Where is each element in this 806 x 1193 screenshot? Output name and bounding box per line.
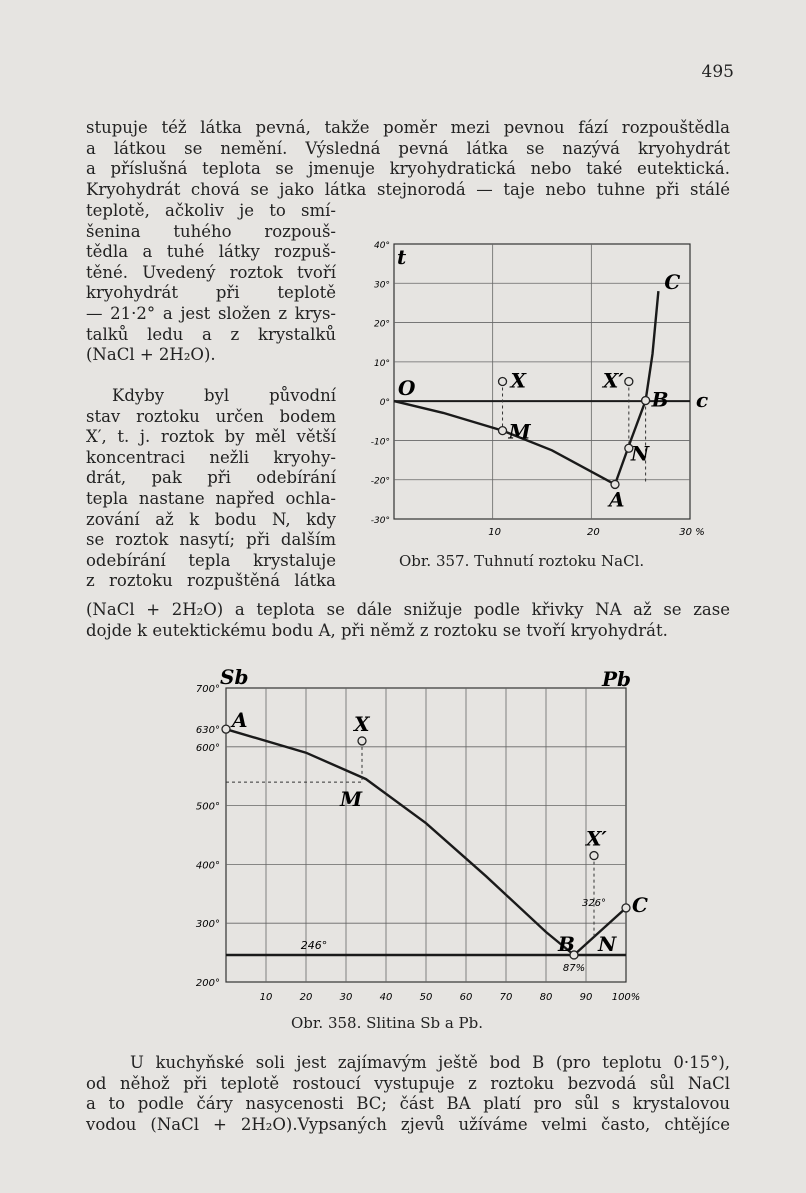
point-label: C [664, 270, 681, 295]
figure-358-right-label: Pb [602, 667, 632, 691]
text-line: talků ledu a z krystalků [86, 324, 336, 344]
annotation-246: 246° [300, 938, 328, 952]
text-line: X′, t. j. roztok by měl větší [86, 427, 336, 447]
y-tick-label: 400° [195, 860, 220, 872]
y-tick-label: 40° [374, 241, 390, 251]
figure-358-caption: Obr. 358. Slitina Sb a Pb. [291, 1014, 484, 1032]
text-line: tědla a tuhé látky rozpuš- [86, 242, 336, 262]
figure-357-caption: Obr. 357. Tuhnutí roztoku NaCl. [399, 552, 645, 570]
curve-AB [226, 729, 574, 955]
point-label: X′ [602, 368, 624, 393]
text-line: stav roztoku určen bodem [86, 406, 336, 426]
x-tick-label: 70 [499, 992, 513, 1003]
text-line: vodou (NaCl + 2H₂O).Vypsaných zjevů užíváme velmi často, chtějíce [86, 1114, 730, 1134]
point-label: A [609, 487, 625, 512]
text-line: — 21·2° a jest složen z krys- [86, 303, 336, 323]
point-label: B [558, 931, 575, 956]
text-line: Kryohydrát chová se jako látka stejnorodá — taje nebo tuhne při stálé [86, 179, 730, 199]
text-line: koncentraci nežli kryohy- [86, 447, 336, 467]
plot-frame [394, 244, 690, 519]
x-tick-label: 50 [419, 992, 433, 1003]
figure-358-left-label: Sb [220, 665, 249, 689]
text-line: (NaCl + 2H₂O) a teplota se dále snižuje podle křivky NA až se zase [86, 600, 730, 619]
point-label: N [598, 932, 617, 957]
y-tick-label: 20° [374, 319, 390, 330]
paragraph-3 [86, 1053, 730, 1135]
text-line: a to podle čáry nasycenosti BC; část BA platí pro sůl s krystalovou [86, 1094, 730, 1114]
text-line: těné. Uvedený roztok tvoří [86, 262, 336, 282]
figure-357 [352, 234, 732, 544]
text-line: zování až k bodu N, kdy [86, 509, 336, 529]
text-line: a příslušná teplota se jmenuje kryohydratická nebo také eutektická. [86, 159, 730, 179]
point-X [499, 378, 507, 386]
y-tick-label: 600° [195, 742, 220, 754]
y-tick-label: 700° [195, 684, 220, 695]
y-tick-label: 630° [195, 725, 220, 737]
x-tick-label: 20 [586, 527, 600, 538]
text-line: šenina tuhého rozpouš- [86, 221, 336, 241]
figure-357-points [398, 270, 708, 511]
point-label: M [508, 419, 531, 444]
y-tick-label: 300° [195, 919, 220, 931]
text-line: kryohydrát při teplotě [86, 283, 336, 303]
y-tick-label: 200° [195, 978, 220, 989]
y-tick-label: -10° [370, 437, 390, 448]
point-label: X′ [586, 826, 607, 851]
point-label: c [696, 388, 709, 413]
point-X′ [590, 852, 598, 860]
y-tick-label: 500° [195, 801, 220, 813]
paragraph-2-narrow [86, 386, 336, 592]
figure-357-grid [394, 244, 690, 519]
point-label: M [340, 787, 363, 812]
y-tick-label: 10° [374, 358, 390, 369]
point-M [499, 427, 507, 435]
page-number: 495 [701, 62, 734, 82]
text-line: od něhož při teplotě rostoucí vystupuje z roztoku bezvodá sůl NaCl [86, 1073, 730, 1093]
text-line: drát, pak při odebírání [86, 468, 336, 488]
x-tick-label: 60 [459, 992, 473, 1003]
point-label: X [510, 368, 527, 393]
x-tick-label: 10 [259, 992, 273, 1003]
text-line: (NaCl + 2H₂O). [86, 345, 216, 365]
x-tick-label: 10 [488, 527, 502, 538]
y-tick-label: -20° [370, 476, 390, 487]
point-label: B [651, 387, 669, 412]
annotation-87: 87% [562, 962, 586, 974]
y-tick-label: -30° [370, 516, 390, 526]
curve-BC [646, 291, 659, 401]
x-tick-label: 80 [539, 992, 553, 1003]
figure-358 [180, 664, 650, 1014]
point-label: O [398, 376, 416, 401]
text-line: teplotě, ačkoliv je to smí- [86, 201, 336, 220]
x-tick-label: 100% [611, 992, 641, 1003]
curve-OA [394, 401, 615, 484]
figure-357-ylabel: t [397, 245, 407, 269]
annotation-326: 326° [581, 897, 607, 909]
point-label: X [354, 711, 370, 736]
paragraph-1-narrow [86, 201, 336, 366]
point-X [358, 737, 366, 745]
paragraph-2-full [86, 600, 730, 641]
text-line: tepla nastane napřed ochla- [86, 488, 336, 508]
x-tick-label: 90 [579, 992, 593, 1003]
text-line: stupuje též látka pevná, takže poměr mezi pevnou fází rozpouštědla [86, 118, 730, 137]
point-label: A [232, 708, 248, 733]
text-line: z roztoku rozpuštěná látka [86, 571, 336, 591]
paragraph-1 [86, 118, 730, 200]
x-tick-label: 30 % [679, 527, 705, 538]
text-line: Kdyby byl původní [112, 386, 336, 405]
point-label: N [630, 441, 650, 466]
point-label: C [632, 892, 648, 917]
text-line: dojde k eutektickému bodu A, při němž z roztoku se tvoří kryohydrát. [86, 620, 668, 640]
x-tick-label: 40 [379, 992, 393, 1003]
text-line: odebírání tepla krystaluje [86, 550, 336, 570]
text-line: U kuchyňské soli jest zajímavým ještě bod B (pro teplotu 0·15°), [130, 1053, 730, 1072]
text-line: se roztok nasytí; při dalším [86, 530, 336, 550]
point-C [622, 904, 630, 912]
y-tick-label: 0° [379, 398, 390, 409]
x-tick-label: 30 [339, 992, 353, 1003]
point-A [222, 725, 230, 733]
text-line: a látkou se nemění. Výsledná pevná látka se nazývá kryohydrát [86, 138, 730, 158]
point-B [642, 397, 650, 405]
y-tick-label: 30° [374, 280, 390, 291]
x-tick-label: 20 [299, 992, 313, 1003]
point-X′ [625, 378, 633, 386]
